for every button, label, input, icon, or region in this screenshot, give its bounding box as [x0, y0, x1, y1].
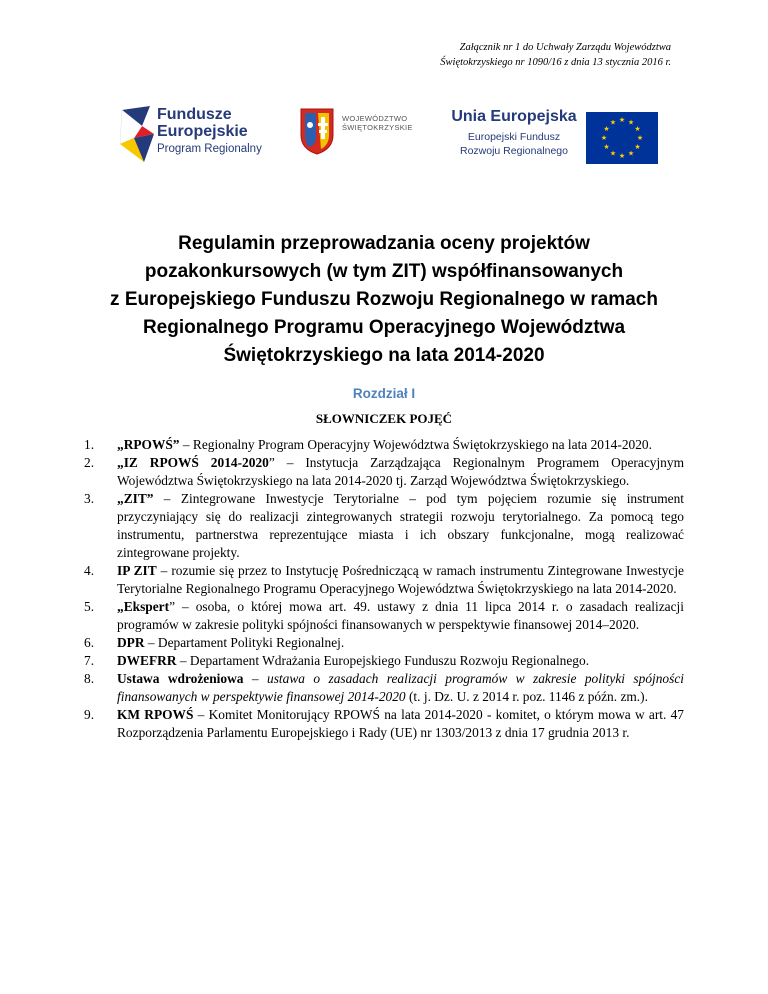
definition-item: 8. Ustawa wdrożeniowa – ustawa o zasadach realizacji programów w zakresie polityki spójności finansowanych w perspektywie finansowej 2014-2020 (t. j. Dz. U. z 2014 r. poz. 1146 z późn. zm.).: [84, 671, 684, 704]
svg-text:★: ★: [636, 134, 644, 142]
attachment-note: [341, 40, 671, 70]
svg-text:★: ★: [627, 149, 635, 158]
eu-flag-icon: [586, 112, 658, 164]
svg-text:★: ★: [627, 118, 635, 127]
title-line-4: Regionalnego Programu Operacyjnego Województwa: [142, 317, 626, 338]
document-title: [84, 230, 684, 370]
ue-line-2: Rozwoju Regionalnego: [460, 145, 568, 157]
svg-text:★: ★: [603, 143, 610, 151]
attachment-line-1: Załącznik nr 1 do Uchwały Zarządu Województwa: [459, 42, 671, 53]
fe-line-3: Program Regionalny: [157, 143, 262, 155]
coat-of-arms-icon: [299, 107, 335, 155]
unia-europejska-logo: [450, 104, 650, 168]
svg-text:★: ★: [603, 125, 610, 133]
definition-item: 6. DPR – Departament Polityki Regionalnej.: [84, 635, 345, 650]
definition-item: 1. „RPOWŚ” – Regionalny Program Operacyjny Województwa Świętokrzyskiego na lata 2014-2020.: [84, 437, 652, 452]
definition-item: 9. KM RPOWŚ – Komitet Monitorujący RPOWŚ na lata 2014-2020 - komitet, o którym mowa w art. 47 Rozporządzenia Parlamentu Europejskiego i Rady (UE) nr 1303/2013 z dnia 17 grudnia 2013 r.: [84, 707, 684, 740]
definitions-list: [84, 436, 684, 742]
svg-text:★: ★: [600, 134, 608, 142]
fe-star-icon: [120, 104, 156, 164]
logo-bar: [0, 104, 768, 176]
fe-line-1: Fundusze: [157, 106, 232, 123]
wojewodztwo-logo: [299, 107, 429, 167]
attachment-line-2: Świętokrzyskiego nr 1090/16 z dnia 13 stycznia 2016 r.: [440, 57, 671, 68]
definition-item: 5. „Ekspert” – osoba, o której mowa art. 49. ustawy z dnia 11 lipca 2014 r. o zasadach realizacji programów w zakresie polityki spójności finansowanych w perspektywie finansowej 2014–2020.: [84, 599, 684, 632]
ws-line-1: WOJEWÓDZTWO: [342, 114, 408, 123]
svg-text:★: ★: [618, 152, 626, 160]
definition-item: 7. DWEFRR – Departament Wdrażania Europejskiego Funduszu Rozwoju Regionalnego.: [84, 653, 590, 668]
ue-line-1: Europejski Fundusz: [467, 131, 561, 143]
title-line-5: Świętokrzyskiego na lata 2014-2020: [223, 345, 545, 366]
svg-text:★: ★: [609, 149, 617, 158]
definition-item: 3. „ZIT” – Zintegrowane Inwestycje Terytorialne – pod tym pojęciem rozumie się instrument przyczyniający się do realizacji zintegrowanych strategii rozwoju terytorialnego. Za pomocą tego instrumentu, partnerstwa reprezentujące miasta i ich obszary funkcjonalne, mogą realizować zintegrowane projekty.: [84, 491, 684, 560]
svg-text:★: ★: [634, 125, 641, 133]
chapter-heading: Rozdział I: [352, 386, 416, 401]
ws-line-2: ŚWIĘTOKRZYSKIE: [342, 123, 413, 132]
title-line-2: pozakonkursowych (w tym ZIT) współfinansowanych: [144, 261, 624, 282]
svg-text:★: ★: [618, 116, 626, 124]
fundusze-europejskie-logo: [120, 104, 300, 168]
ue-title: Unia Europejska: [451, 108, 577, 125]
svg-text:★: ★: [634, 143, 641, 151]
title-line-3: z Europejskiego Funduszu Rozwoju Regionalnego w ramach: [110, 289, 658, 310]
glossary-heading: SŁOWNICZEK POJĘĆ: [315, 411, 453, 426]
fe-line-2: Europejskie: [157, 123, 248, 140]
definition-item: 4. IP ZIT – rozumie się przez to Instytucję Pośredniczącą w ramach instrumentu Zintegrowane Inwestycje Terytorialne Regionalnego Programu Operacyjnego Województwa Świętokrzyskiego na lata 2014-2020.: [84, 563, 684, 596]
definition-item: 2. „IZ RPOWŚ 2014-2020” – Instytucja Zarządzająca Regionalnym Programem Operacyjnym Województwa Świętokrzyskiego na lata 2014-2020 tj. Zarząd Województwa Świętokrzyskiego.: [84, 455, 684, 488]
svg-text:★: ★: [609, 118, 617, 127]
title-line-1: Regulamin przeprowadzania oceny projektów: [178, 233, 590, 254]
